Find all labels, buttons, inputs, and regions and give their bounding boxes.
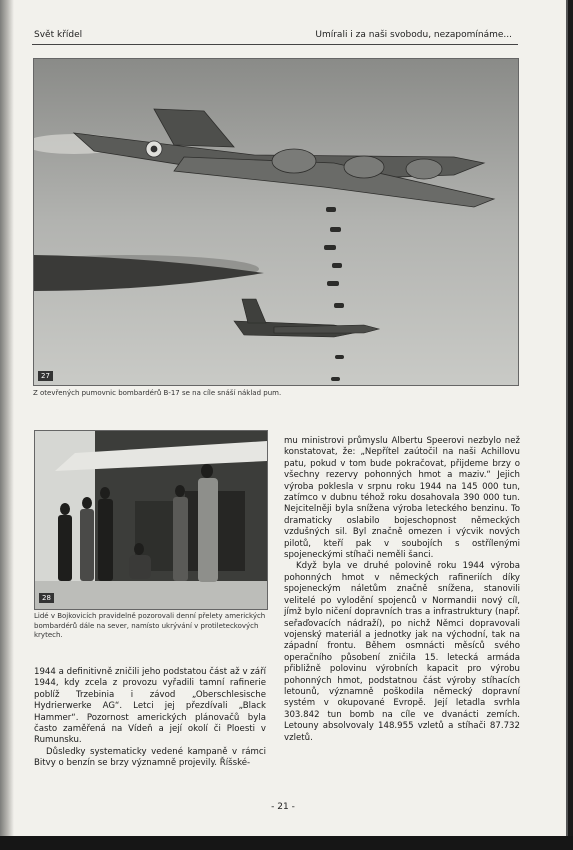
bomber-photo <box>33 58 519 386</box>
scan-border <box>0 836 573 850</box>
paragraph: Důsledky systematicky vedené kampaně v rámci Bitvy o benzín se brzy významně projevily. Říšské- <box>34 746 266 769</box>
figure-number: 27 <box>38 371 53 381</box>
bomber-photo-illustration <box>34 59 518 385</box>
bojkovice-photo <box>34 430 268 610</box>
bojkovice-photo-illustration <box>35 431 267 609</box>
left-text-column <box>34 667 266 770</box>
paragraph: 1944 a definitivně zničili jeho podstatou část až v září 1944, kdy zcela z provozu vyřadili tamní rafinerie poblíž Trzebinia i závod „Oberschlesische Hydrierwerke AG“. Letci jej přezdívali „Black Hammer“. Pozornost amerických plánovačů byla často zaměřená na Vídeň a její okolí či Ploesti v Rumunsku. <box>34 667 266 746</box>
running-header-right: Umírali i za naši svobodu, nezapomínáme... <box>315 30 512 40</box>
paragraph: mu ministrovi průmyslu Albertu Speerovi nezbylo než konstatovat, že: „Nepřítel zaútočil na naši Achillovu patu, pokud v tom bude pokračovat, přijdeme brzy o všechny rezervy pohonných hmot a maziv.“ Jejich výroba poklesla v srpnu roku 1944 na 145 000 tun, zatímco v dubnu téhož roku dosahovala 390 000 tun. Nejcitelněji byla snížena výroba leteckého benzinu. To dramaticky oslabilo bojeschopnost německých vzdušných sil. Byl značně omezen i výcvik nových pilotů, kteří pak v soubojích s ostřílenými spojeneckými stíhači neměli šanci. <box>284 436 520 561</box>
figure-caption: Z otevřených pumovnic bombardérů B-17 se na cíle snáší náklad pum. <box>33 389 282 397</box>
running-header-left: Svět křídel <box>34 30 83 40</box>
book-spine-shadow <box>0 0 14 836</box>
page-number: - 21 - <box>271 802 295 812</box>
right-text-column <box>284 436 520 744</box>
figure-caption: Lidé v Bojkovicích pravidelně pozorovali denní přelety amerických bombardérů dále na sever, namísto ukrývání v protileteckových krytech. <box>34 612 266 639</box>
figure-number: 28 <box>39 593 54 603</box>
paragraph: Když byla ve druhé polovině roku 1944 výroba pohonných hmot v německých rafineriích díky spojeneckým náletům značně snížena, stanovili velitelé po vylodění spojenců v Normandii nový cíl, jímž bylo ničení dopravních tras a infrastruktury (např. seřaďovacích nádraží), po nichž Němci dopravovali vojenský materiál a jednotky jak na východní, tak na západní frontu. Během osmnácti měsíců svého operačního působení zničila 15. letecká armáda přibližně polovinu výrobních kapacit pro výrobu pohonných hmot, podstatnou část výroby stíhacích letounů, významně poškodila německý dopravní systém v okupované Evropě. Její letadla svrhla 303.842 tun bomb na cíle ve dvanácti zemích. Letouny absolvovaly 148.955 vzletů a stíhači 87.732 vzletů. <box>284 561 520 743</box>
header-rule <box>32 44 518 45</box>
